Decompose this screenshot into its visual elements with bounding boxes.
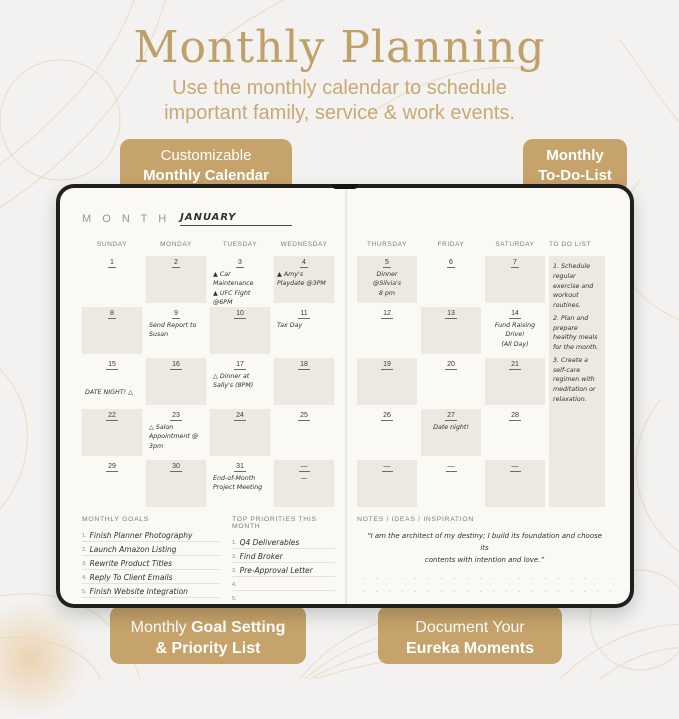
calendar-cell-21 <box>485 358 545 405</box>
date-number: 14 <box>511 310 519 317</box>
date-number: 1 <box>110 259 114 266</box>
date-number: 20 <box>447 361 455 368</box>
day-header-monday: MONDAY <box>160 240 192 248</box>
calendar-cell-13 <box>421 307 481 354</box>
calendar-cell-20 <box>421 358 481 405</box>
calendar-event: △ Dinner at Sally's (8PM) <box>213 373 254 390</box>
calendar-cell-9 <box>146 307 206 354</box>
calendar-event: Send Report to Susan <box>149 322 197 339</box>
calendar-cell-28 <box>485 409 545 456</box>
date-number: 21 <box>511 361 519 368</box>
page-seam <box>345 188 348 604</box>
calendar-cell-1 <box>82 256 142 303</box>
date-number: — <box>383 463 391 470</box>
top-priorities-header: TOP PRIORITIES THIS MONTH <box>232 516 317 530</box>
date-number: — <box>447 463 455 470</box>
day-header-friday: FRIDAY <box>437 240 465 248</box>
date-number: 23 <box>172 412 180 419</box>
date-number: 8 <box>110 310 114 317</box>
date-number: 18 <box>300 361 308 368</box>
calendar-cell-5 <box>357 256 417 303</box>
notes-section <box>357 516 612 604</box>
calendar-cell-empty <box>485 460 545 507</box>
date-number: 3 <box>238 259 242 266</box>
date-number: 2 <box>174 259 178 266</box>
calendar-grid-left <box>82 236 341 507</box>
priority-item-3: 3. Pre-Approval Letter <box>232 563 335 577</box>
planner-spine-notch <box>332 184 358 189</box>
calendar-grid-right <box>357 236 612 507</box>
calendar-cell-10 <box>210 307 270 354</box>
monthly-goal-1: 1. Finish Planner Photography <box>82 528 220 542</box>
calendar-cell-23 <box>146 409 206 456</box>
todo-list-panel <box>549 256 605 507</box>
calendar-cell-empty <box>274 460 334 507</box>
calendar-event: Date night! <box>433 424 469 431</box>
date-number: 4 <box>302 259 306 266</box>
calendar-cell-15 <box>82 358 142 405</box>
calendar-cell-22 <box>82 409 142 456</box>
date-number: 28 <box>511 412 519 419</box>
calendar-cell-12 <box>357 307 417 354</box>
calendar-cell-7 <box>485 256 545 303</box>
day-header-saturday: SATURDAY <box>495 240 535 248</box>
badge-monthly-goal-setting-priority-list: Monthly Goal Setting & Priority List <box>110 606 306 664</box>
calendar-event: End-of-Month Project Meeting <box>213 475 263 492</box>
calendar-cell-30 <box>146 460 206 507</box>
badge-monthly-to-do-list: Monthly To-Do-List <box>523 139 627 193</box>
page-subtitle <box>0 76 679 126</box>
todo-item-3: 3. Create a self-care regimen with meditation or relaxation. <box>553 356 596 403</box>
calendar-cell-29 <box>82 460 142 507</box>
day-header-tuesday: TUESDAY <box>222 240 258 248</box>
page-title: Monthly Planning <box>133 22 546 73</box>
badge-document-your-eureka-moments: Document Your Eureka Moments <box>378 606 562 664</box>
calendar-event: Tax Day <box>277 322 303 329</box>
day-header-thursday: THURSDAY <box>366 240 408 248</box>
date-number: 24 <box>236 412 244 419</box>
date-number: 29 <box>108 463 116 470</box>
calendar-cell-24 <box>210 409 270 456</box>
date-number: 19 <box>383 361 391 368</box>
priority-item-4: 4. <box>232 577 335 591</box>
date-number: 16 <box>172 361 180 368</box>
monthly-goal-2: 2. Launch Amazon Listing <box>82 542 220 556</box>
calendar-cell-14 <box>485 307 545 354</box>
calendar-cell-2 <box>146 256 206 303</box>
monthly-goals-header: MONTHLY GOALS <box>82 516 150 523</box>
date-number: 30 <box>172 463 180 470</box>
planner-right-page <box>345 188 630 604</box>
monthly-goal-5: 5. Finish Website Integration <box>82 584 220 598</box>
calendar-cell-19 <box>357 358 417 405</box>
calendar-event: ▲ UFC Fight @6PM <box>213 289 251 307</box>
calendar-cell-17 <box>210 358 270 405</box>
date-number: 9 <box>174 310 178 317</box>
todo-item-2: 2. Plan and prepare healthy meals for the month. <box>553 314 599 351</box>
planner-notebook <box>56 184 634 608</box>
date-number: 15 <box>108 361 116 368</box>
date-number: 31 <box>236 463 244 470</box>
calendar-cell-empty <box>421 460 481 507</box>
date-number: 12 <box>383 310 391 317</box>
priority-item-5: 5. <box>232 591 335 604</box>
inspiration-quote: “I am the architect of my destiny; I build its foundation and choose its contents with intention and love.” <box>366 532 603 564</box>
notes-header: NOTES / IDEAS / INSPIRATION <box>357 516 474 523</box>
priority-item-2: 2. Find Broker <box>232 549 335 563</box>
date-number: 10 <box>236 310 244 317</box>
subtitle-line-1: Use the monthly calendar to schedule <box>172 77 507 99</box>
planner-left-page <box>60 188 345 604</box>
calendar-cell-3 <box>210 256 270 307</box>
date-number: 22 <box>108 412 116 419</box>
calendar-event: ▲ Car Maintenance <box>213 271 254 288</box>
day-header-sunday: SUNDAY <box>96 240 128 248</box>
monthly-goals-section <box>82 516 220 604</box>
date-number: 6 <box>449 259 453 266</box>
calendar-cell-16 <box>146 358 206 405</box>
date-number: — <box>300 463 308 470</box>
calendar-event: DATE NIGHT! △ <box>85 389 133 396</box>
monthly-goal-4: 4. Reply To Client Emails <box>82 570 220 584</box>
calendar-event: (All Day) <box>501 340 529 348</box>
month-value: JANUARY <box>180 212 292 226</box>
todo-list-header: TO DO LIST <box>549 240 591 248</box>
priority-item-1: 1. Q4 Deliverables <box>232 535 335 549</box>
date-number: 7 <box>513 259 517 266</box>
date-number: 27 <box>447 412 455 419</box>
date-number: 25 <box>300 412 308 419</box>
todo-item-1: 1. Schedule regular exercise and workout routines. <box>553 263 594 309</box>
calendar-event: Fund Raising <box>494 322 536 329</box>
badge-customizable-monthly-calendar: Customizable Monthly Calendar <box>120 139 292 193</box>
top-priorities-section <box>232 516 335 604</box>
date-number: 17 <box>236 361 244 368</box>
calendar-cell-6 <box>421 256 481 303</box>
calendar-event: Dinner <box>376 271 398 278</box>
calendar-event: @Silvia's <box>372 280 402 288</box>
calendar-event: — <box>300 475 308 482</box>
date-number: 11 <box>300 310 308 317</box>
subtitle-line-2: important family, service & work events. <box>164 102 515 124</box>
date-number: — <box>511 463 519 470</box>
month-label: M O N T H <box>82 213 171 225</box>
calendar-cell-27 <box>421 409 481 456</box>
date-number: 26 <box>383 412 391 419</box>
calendar-cell-4 <box>274 256 334 303</box>
calendar-cell-11 <box>274 307 334 354</box>
calendar-cell-25 <box>274 409 334 456</box>
dot-grid <box>357 572 612 604</box>
day-header-wednesday: WEDNESDAY <box>280 240 328 248</box>
calendar-cell-empty <box>357 460 417 507</box>
calendar-event: 8 pm <box>378 289 396 297</box>
calendar-cell-26 <box>357 409 417 456</box>
date-number: 5 <box>385 259 389 266</box>
date-number: 13 <box>447 310 455 317</box>
calendar-event: Drive! <box>505 331 525 339</box>
monthly-goal-3: 3. Rewrite Product Titles <box>82 556 220 570</box>
calendar-cell-18 <box>274 358 334 405</box>
calendar-event: △ Salon Appointment @ 3pm <box>149 424 199 450</box>
calendar-cell-8 <box>82 307 142 354</box>
calendar-cell-31 <box>210 460 270 507</box>
calendar-event: ▲ Amy's Playdate @3PM <box>277 271 326 288</box>
